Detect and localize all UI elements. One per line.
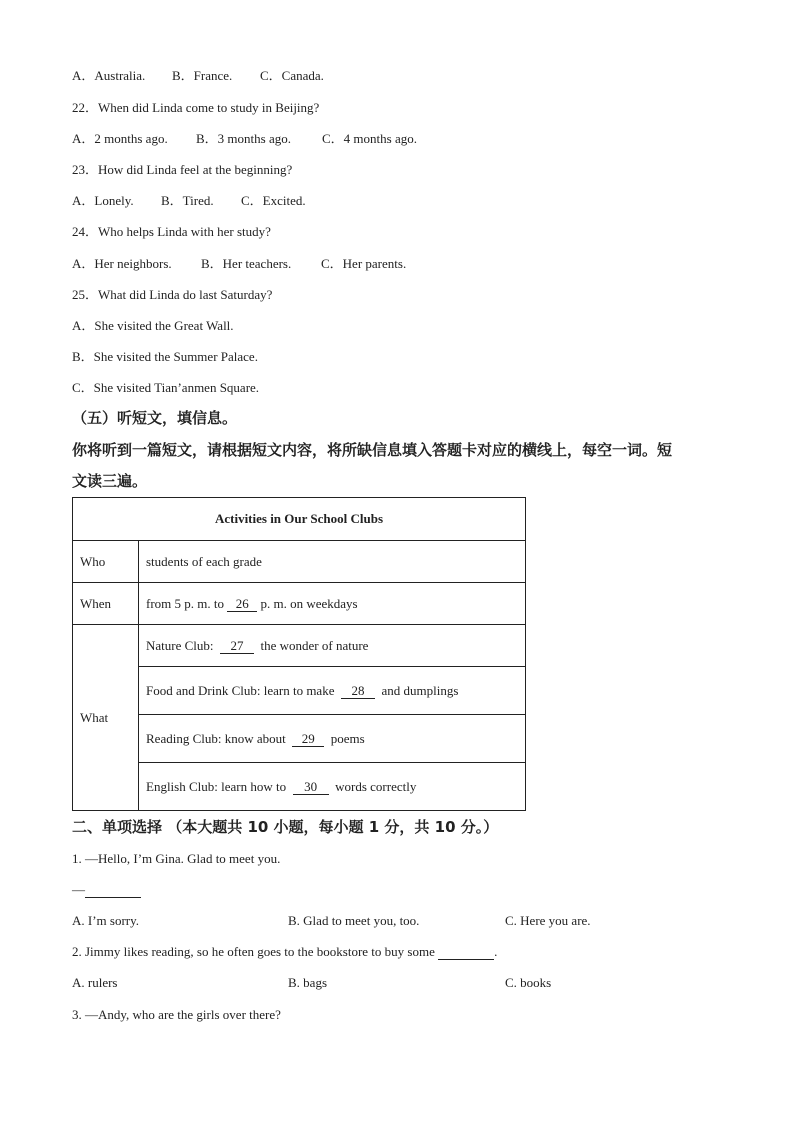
when-text-pre: from 5 p. m. to [146, 595, 228, 611]
when-text-post: p. m. on weekdays [257, 595, 358, 611]
q22-stem: 22．When did Linda come to study in Beijing? [72, 100, 320, 115]
nature-text-pre: Nature Club: [146, 637, 221, 653]
blank-30: 30 [293, 779, 329, 795]
table-row-what-food [73, 667, 526, 715]
when-label: When [73, 583, 139, 625]
q21-option-a: A．Australia. [72, 68, 146, 83]
q21-option-c: C．Canada. [260, 68, 324, 83]
reading-text-pre: Reading Club: know about [146, 730, 293, 746]
s2-q1-dash: — [72, 882, 85, 897]
food-text-post: and dumplings [374, 682, 459, 698]
section2-title: 二、单项选择 （本大题共 10 小题，每小题 1 分，共 10 分。） [72, 818, 499, 836]
s2-q3-stem: 3. —Andy, who are the girls over there? [72, 1007, 281, 1022]
table-row-what-reading [73, 715, 526, 763]
what-label: What [73, 625, 139, 811]
q22-option-b: B．3 months ago. [196, 131, 291, 146]
q25-option-a: A．She visited the Great Wall. [72, 318, 234, 333]
blank-27: 27 [220, 638, 254, 654]
s2-q2-option-b: B. bags [288, 975, 327, 990]
s2-q1-reply [72, 881, 141, 899]
q24-stem: 24．Who helps Linda with her study? [72, 224, 271, 239]
nature-text-post: the wonder of nature [254, 637, 369, 653]
s2-q2-stem-post: . [494, 944, 498, 959]
s2-q1-option-a: A. I’m sorry. [72, 913, 140, 928]
section5-title: （五）听短文，填信息。 [72, 409, 238, 427]
q24-option-b: B．Her teachers. [201, 256, 292, 271]
s2-q2-option-c: C. books [505, 975, 552, 990]
what-reading-club [139, 715, 526, 763]
q25-stem: 25．What did Linda do last Saturday? [72, 287, 273, 302]
s2-q1-stem: 1. —Hello, I’m Gina. Glad to meet you. [72, 851, 281, 866]
s2-q1-option-c: C. Here you are. [505, 913, 591, 928]
reading-text-post: poems [324, 730, 365, 746]
english-text-post: words correctly [328, 778, 417, 794]
club-activities-table [72, 497, 526, 811]
s2-q2-blank [438, 944, 494, 960]
section5-instruction-line2: 文读三遍。 [72, 472, 148, 490]
q24-option-a: A．Her neighbors. [72, 256, 172, 271]
table-row-who [73, 541, 526, 583]
what-food-club [139, 667, 526, 715]
s2-q2-option-a: A. rulers [72, 975, 118, 990]
q22-option-a: A．2 months ago. [72, 131, 168, 146]
q25-option-c: C．She visited Tian’anmen Square. [72, 380, 260, 395]
food-text-pre: Food and Drink Club: learn to make [146, 682, 341, 698]
blank-26: 26 [227, 596, 257, 612]
english-text-pre: English Club: learn how to [146, 778, 293, 794]
what-english-club [139, 763, 526, 811]
who-label: Who [73, 541, 139, 583]
when-value [139, 583, 526, 625]
q24-option-c: C．Her parents. [321, 256, 407, 271]
q23-stem: 23．How did Linda feel at the beginning? [72, 162, 293, 177]
table-row-what-english [73, 763, 526, 811]
table-title: Activities in Our School Clubs [73, 498, 526, 541]
who-value: students of each grade [139, 541, 526, 583]
s2-q1-blank [85, 882, 141, 898]
s2-q2-stem-pre: 2. Jimmy likes reading, so he often goes to the bookstore to buy some [72, 944, 439, 959]
q23-option-a: A．Lonely. [72, 193, 134, 208]
q23-option-c: C．Excited. [241, 193, 306, 208]
section5-instruction-line1: 你将听到一篇短文，请根据短文内容，将所缺信息填入答题卡对应的横线上，每空一词。短 [72, 441, 673, 459]
table-row-what-nature [73, 625, 526, 667]
q22-option-c: C．4 months ago. [322, 131, 417, 146]
blank-29: 29 [292, 731, 324, 747]
q23-option-b: B．Tired. [161, 193, 214, 208]
blank-28: 28 [341, 683, 375, 699]
s2-q2-stem [72, 943, 497, 961]
what-nature-club [139, 625, 526, 667]
table-row-when [73, 583, 526, 625]
q25-option-b: B．She visited the Summer Palace. [72, 349, 258, 364]
q21-option-b: B．France. [172, 68, 233, 83]
s2-q1-option-b: B. Glad to meet you, too. [288, 913, 420, 928]
